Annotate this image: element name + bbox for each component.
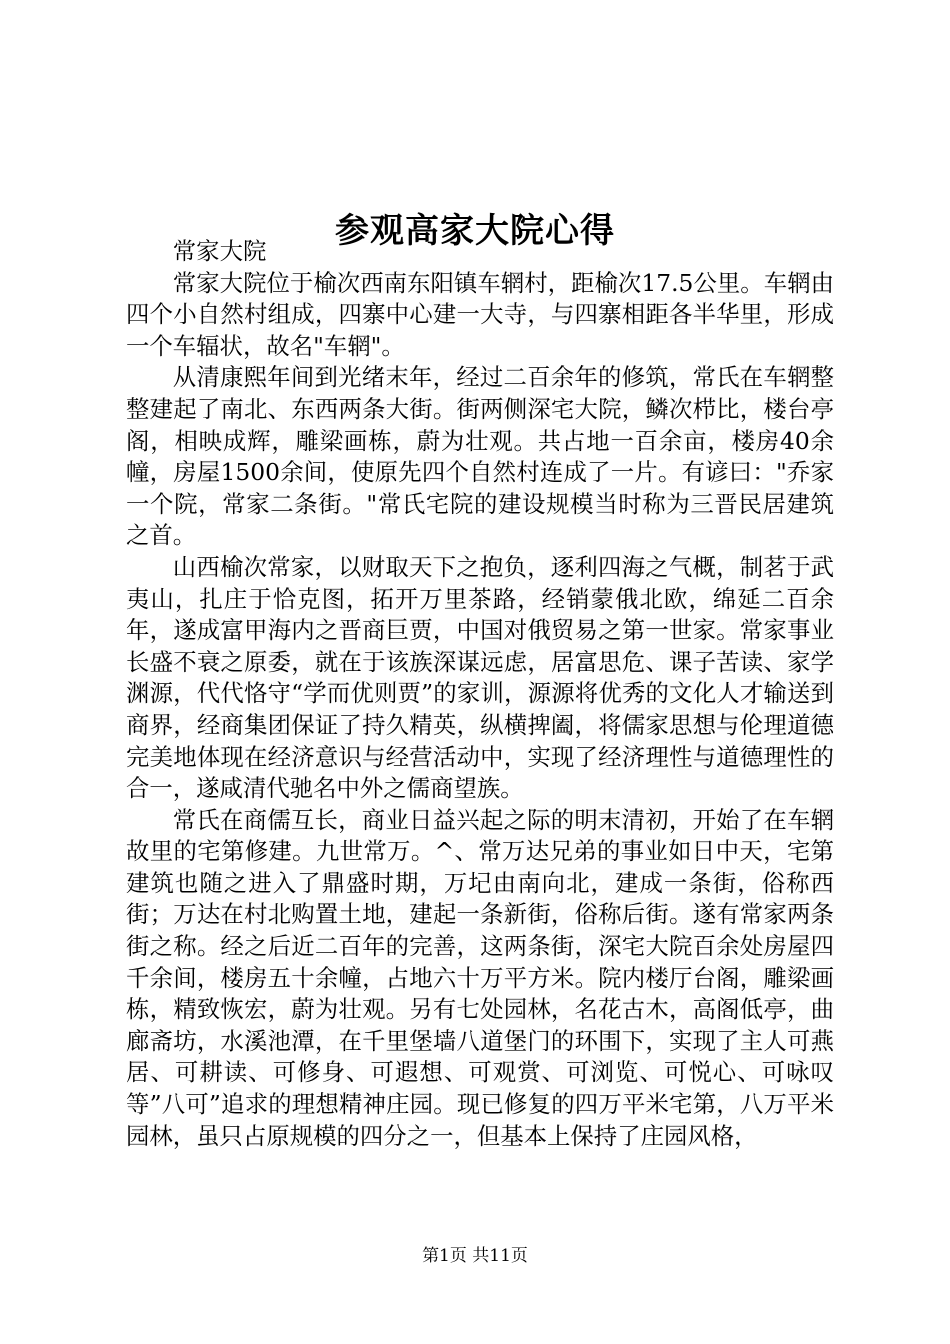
paragraph: 从清康熙年间到光绪末年，经过二百余年的修筑，常氏在车辋整整建起了南北、东西两条大街。街两侧深宅大院，鳞次栉比，楼台亭阁，相映成辉，雕梁画栋，蔚为壮观。共占地一百余亩，楼房40余幢，房屋1500余间，使原先四个自然村连成了一片。有谚曰："乔家一个院，常家二条街。"常氏宅院的建设规模当时称为三晋民居建筑之首。: [126, 363, 834, 550]
paragraph-heading: 常家大院: [172, 237, 267, 265]
paragraph: 常氏在商儒互长，商业日益兴起之际的明末清初，开始了在车辋故里的宅第修建。九世常万。^、常万达兄弟的事业如日中天，宅第建筑也随之进入了鼎盛时期，万圮由南向北，建成一条街，俗称西街；万达在村北购置土地，建起一条新街，俗称后街。遂有常家两条街之称。经之后近二百年的完善，这两条街，深宅大院百余处房屋四千余间，楼房五十余幢，占地六十万平方米。院内楼厅台阁，雕梁画栋，精致恢宏，蔚为壮观。另有七处园林，名花古木，高阁低亭，曲廊斋坊，水溪池潭，在千里堡墙八道堡门的环围下，实现了主人可燕居、可耕读、可修身、可遐想、可观赏、可浏览、可悦心、可咏叹等”八可”追求的理想精神庄园。现已修复的四万平米宅第，八万平米园林，虽只占原规模的四分之一，但基本上保持了庄园风格，: [126, 805, 834, 1150]
page-title: 参观高家大院心得: [335, 210, 615, 251]
paragraph: 山西榆次常家，以财取天下之抱负，逐利四海之气概，制茗于武夷山，扎庄于恰克图，拓开万里茶路，经销蒙俄北欧，绵延二百余年，遂成富甲海内之晋商巨贾，中国对俄贸易之第一世家。常家事业长盛不衰之原委，就在于该族深谋远虑，居富思危、课子苦读、家学渊源，代代恪守“学而优则贾”的家训，源源将优秀的文化人才输送到商界，经商集团保证了持久精英，纵横捭阖，将儒家思想与伦理道德完美地体现在经济意识与经营活动中，实现了经济理性与道德理性的合一，遂咸清代驰名中外之儒商望族。: [126, 552, 834, 803]
paragraph: 常家大院位于榆次西南东阳镇车辋村，距榆次17.5公里。车辋由四个小自然村组成，四寨中心建一大寺，与四寨相距各半华里，形成一个车辐状，故名"车辋"。: [126, 268, 834, 360]
document-body: [126, 236, 834, 1152]
page-footer: 第1页 共11页: [422, 1246, 528, 1266]
